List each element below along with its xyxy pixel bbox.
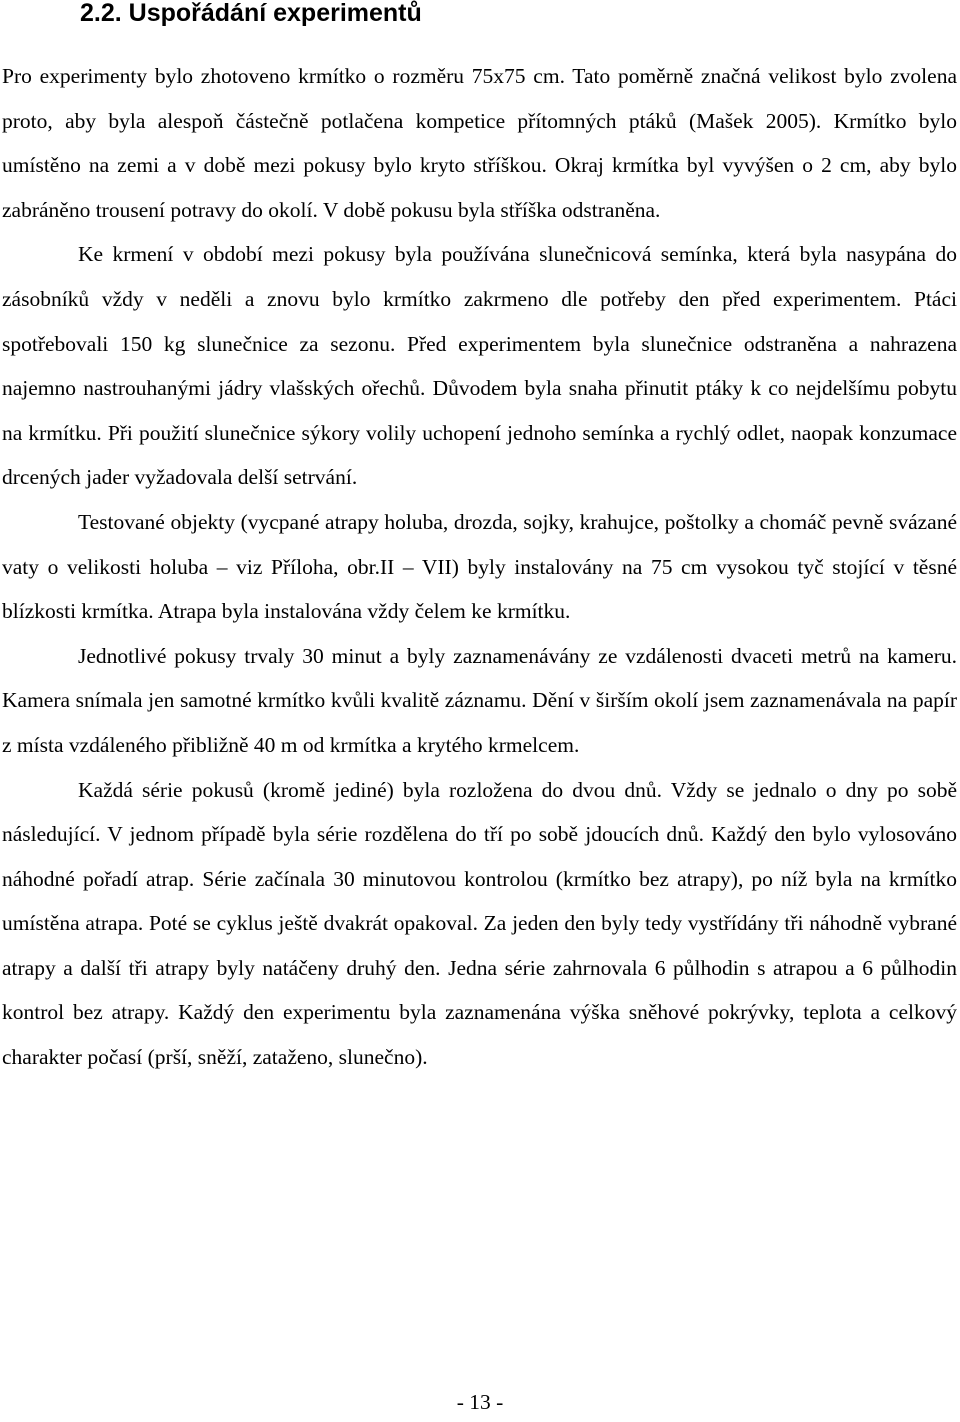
paragraph-feeder-setup: Pro experimenty bylo zhotoveno krmítko o rozměru 75x75 cm. Tato poměrně značná velikost bylo zvolena proto, aby byla alespoň částečně potlačena kompetice přítomných ptáků (Mašek 2005). Krmítko bylo umístěno na zemi a v době mezi pokusy bylo kryto stříškou. Okraj krmítka byl vyvýšen o 2 cm, aby bylo zabráněno trousení potravy do okolí. V době pokusu byla stříška odstraněna. <box>2 64 957 222</box>
paragraph-recording: Jednotlivé pokusy trvaly 30 minut a byly zaznamenávány ze vzdálenosti dvaceti metrů na kameru. Kamera snímala jen samotné krmítko kvůli kvalitě záznamu. Dění v širším okolí jsem zaznamenávala na papír z místa vzdáleného přibližně 40 m od krmítka a krytého krmelcem. <box>2 643 957 757</box>
body-text <box>2 54 957 1080</box>
section-heading: 2.2. Uspořádání experimentů <box>80 0 422 27</box>
paragraph-series: Každá série pokusů (kromě jediné) byla rozložena do dvou dnů. Vždy se jednalo o dny po sobě následující. V jednom případě byla série rozdělena do tří po sobě jdoucích dnů. Každý den bylo vylosováno náhodné pořadí atrap. Série začínala 30 minutovou kontrolou (krmítko bez atrapy), po níž byla na krmítko umístěna atrapa. Poté se cyklus ještě dvakrát opakoval. Za jeden den byly tedy vystřídány tři náhodně vybrané atrapy a další tři atrapy byly natáčeny druhý den. Jedna série zahrnovala 6 půlhodin s atrapou a 6 půlhodin kontrol bez atrapy. Každý den experimentu byla zaznamenána výška sněhové pokrývky, teplota a celkový charakter počasí (prší, sněží, zataženo, slunečno). <box>2 777 957 1070</box>
paragraph-feeding: Ke krmení v období mezi pokusy byla používána slunečnicová semínka, která byla nasypána do zásobníků vždy v neděli a znovu bylo krmítko zakrmeno dle potřeby den před experimentem. Ptáci spotřebovali 150 kg slunečnice za sezonu. Před experimentem byla slunečnice odstraněna a nahrazena najemno nastrouhanými jádry vlašských ořechů. Důvodem byla snaha přinutit ptáky k co nejdelšímu pobytu na krmítku. Při použití slunečnice sýkory volily uchopení jednoho semínka a rychlý odlet, naopak konzumace drcených jader vyžadovala delší setrvání. <box>2 242 957 490</box>
paragraph-test-objects: Testované objekty (vycpané atrapy holuba, drozda, sojky, krahujce, poštolky a chomáč pevně svázané vaty o velikosti holuba – viz Příloha, obr.II – VII) byly instalovány na 75 cm vysokou tyč stojící v těsné blízkosti krmítka. Atrapa byla instalována vždy čelem ke krmítku. <box>2 509 957 624</box>
page-number: - 13 - <box>456 1390 504 1414</box>
